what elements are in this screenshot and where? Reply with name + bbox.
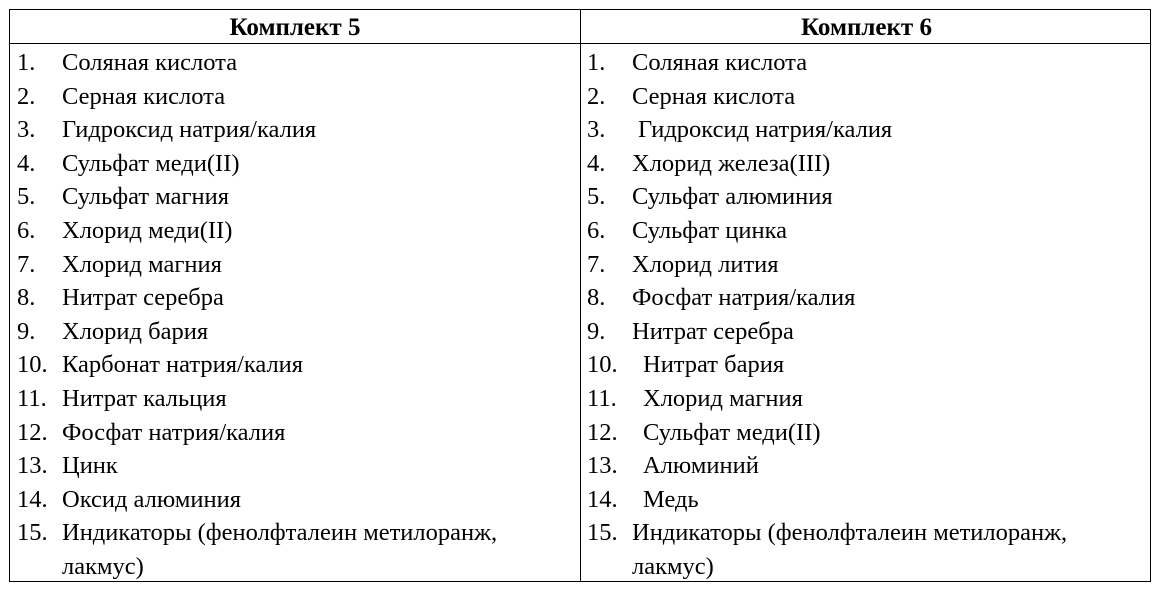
list-item <box>587 46 1142 80</box>
column-divider <box>580 10 581 581</box>
kit-6-list <box>587 46 1142 584</box>
item-number: 15. <box>587 519 618 547</box>
item-number: 14. <box>587 485 618 513</box>
item-number: 11. <box>587 384 617 412</box>
reagent-kits-table <box>9 9 1151 582</box>
item-text: Нитрат кальция <box>62 384 227 412</box>
list-item <box>17 248 572 282</box>
header-divider <box>10 43 1150 44</box>
item-text: Нитрат серебра <box>62 284 224 312</box>
list-item <box>587 382 1142 416</box>
item-number: 13. <box>17 452 48 480</box>
item-number: 3. <box>587 116 606 144</box>
item-number: 12. <box>587 418 618 446</box>
item-number: 2. <box>17 82 36 110</box>
list-item <box>587 483 1142 517</box>
item-text: Цинк <box>62 452 118 480</box>
item-number: 7. <box>587 250 606 278</box>
item-text: Хлорид магния <box>643 384 803 412</box>
list-item <box>587 516 1142 583</box>
list-item <box>17 113 572 147</box>
item-text: Алюминий <box>643 452 759 480</box>
item-number: 5. <box>587 183 606 211</box>
kit-6-header: Комплект 6 <box>801 14 932 41</box>
list-item <box>587 113 1142 147</box>
item-text: Сульфат алюминия <box>632 183 833 211</box>
item-text: Индикаторы (фенолфталеин метилоранж, лакмус) <box>62 519 498 580</box>
item-text: Оксид алюминия <box>62 485 241 513</box>
item-number: 12. <box>17 418 48 446</box>
item-text: Серная кислота <box>632 82 796 110</box>
list-item <box>17 483 572 517</box>
list-item <box>17 382 572 416</box>
list-item <box>17 315 572 349</box>
list-item <box>587 315 1142 349</box>
item-text: Сульфат магния <box>62 183 230 211</box>
item-text: Сульфат цинка <box>632 216 787 244</box>
item-number: 4. <box>587 149 606 177</box>
list-item <box>17 281 572 315</box>
list-item <box>17 180 572 214</box>
list-item <box>587 147 1142 181</box>
item-text: Серная кислота <box>62 82 226 110</box>
list-item <box>17 449 572 483</box>
list-item <box>587 416 1142 450</box>
item-number: 3. <box>17 116 36 144</box>
item-text: Сульфат меди(II) <box>62 149 240 177</box>
item-text: Индикаторы (фенолфталеин метилоранж, лакмус) <box>632 519 1068 580</box>
item-text: Фосфат натрия/калия <box>62 418 286 446</box>
item-number: 6. <box>17 216 36 244</box>
list-item <box>587 214 1142 248</box>
list-item <box>17 46 572 80</box>
list-item <box>17 516 572 583</box>
item-number: 9. <box>17 317 36 345</box>
list-item <box>17 348 572 382</box>
item-number: 8. <box>587 284 606 312</box>
item-text: Нитрат серебра <box>632 317 794 345</box>
item-number: 5. <box>17 183 36 211</box>
item-text: Хлорид железа(III) <box>632 149 831 177</box>
item-number: 14. <box>17 485 48 513</box>
item-text: Медь <box>643 485 699 513</box>
item-text: Сульфат меди(II) <box>643 418 821 446</box>
list-item <box>587 180 1142 214</box>
list-item <box>587 449 1142 483</box>
item-text: Соляная кислота <box>62 49 238 76</box>
item-number: 10. <box>587 351 618 379</box>
list-item <box>587 80 1142 114</box>
list-item <box>17 214 572 248</box>
item-number: 4. <box>17 149 36 177</box>
item-text: Карбонат натрия/калия <box>62 351 304 379</box>
item-text: Фосфат натрия/калия <box>632 284 856 312</box>
item-number: 7. <box>17 250 36 278</box>
item-text: Хлорид бария <box>62 317 209 345</box>
item-text: Гидроксид натрия/калия <box>62 116 317 144</box>
item-text: Хлорид лития <box>632 250 779 278</box>
item-number: 15. <box>17 519 48 547</box>
item-text: Гидроксид натрия/калия <box>638 116 893 144</box>
item-number: 10. <box>17 351 48 379</box>
item-number: 11. <box>17 384 47 412</box>
item-text: Хлорид меди(II) <box>62 216 233 244</box>
list-item <box>587 248 1142 282</box>
kit-5-list <box>17 46 572 584</box>
list-item <box>587 281 1142 315</box>
item-number: 13. <box>587 452 618 480</box>
list-item <box>17 416 572 450</box>
list-item <box>17 80 572 114</box>
item-text: Соляная кислота <box>632 49 808 76</box>
item-number: 1. <box>17 49 36 76</box>
item-text: Хлорид магния <box>62 250 222 278</box>
item-number: 9. <box>587 317 606 345</box>
item-text: Нитрат бария <box>643 351 785 379</box>
item-number: 2. <box>587 82 606 110</box>
item-number: 6. <box>587 216 606 244</box>
list-item <box>17 147 572 181</box>
list-item <box>587 348 1142 382</box>
item-number: 1. <box>587 49 606 76</box>
item-number: 8. <box>17 284 36 312</box>
kit-5-header: Комплект 5 <box>229 14 361 41</box>
